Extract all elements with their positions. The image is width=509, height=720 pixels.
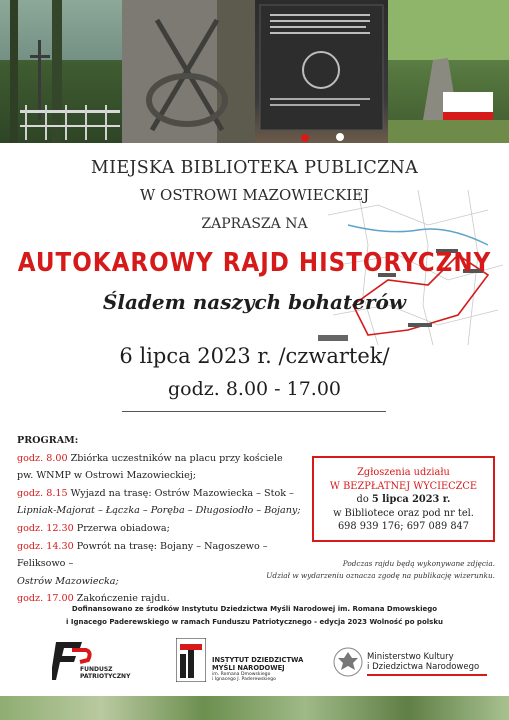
organizer-city: W OSTROWI MAZOWIECKIEJ [139, 186, 370, 204]
divider [122, 411, 386, 412]
program-time: godz. 14.30 [17, 540, 74, 552]
program-item [17, 450, 307, 468]
inst-line: INSTYTUT DZIEDZICTWA [212, 656, 304, 664]
inst-line: MYŚLI NARODOWEJ [212, 663, 285, 672]
registration-deadline [314, 493, 493, 507]
event-hours: godz. 8.00 - 17.00 [167, 378, 342, 400]
event-date: 6 lipca 2023 r. /czwartek/ [119, 344, 390, 368]
fund-line: PATRIOTYCZNY [80, 673, 131, 680]
invite-line: ZAPRASZA NA [201, 216, 308, 232]
registration-free-trip: W BEZPŁATNEJ WYCIECZCE [329, 480, 478, 492]
photo-notice [262, 558, 495, 581]
registration-line: Zgłoszenia udziału [357, 467, 450, 478]
program-text: Zbiórka uczestników na placu przy kościele [67, 452, 283, 464]
photo-memorial-plaque [255, 0, 388, 143]
funding-statement [0, 603, 509, 629]
ministry-underline [367, 674, 487, 676]
program-time: godz. 12.30 [17, 522, 74, 534]
program-text: Powrót na trasę: Bojany – Nagoszewo – Feliksowo – [17, 540, 268, 570]
program-item [17, 467, 307, 485]
fund-logo-text [80, 666, 130, 680]
registration-phones: 698 939 176; 697 089 847 [337, 521, 470, 532]
notice-line: Podczas rajdu będą wykonywane zdjęcia. [342, 559, 495, 568]
footer-photo-strip [0, 696, 509, 720]
inst-logo-subtext [212, 672, 276, 683]
ministry-line: Ministerstwo Kultury [367, 652, 454, 662]
photo-stone-sabres [122, 0, 255, 143]
program-heading: PROGRAM: [17, 435, 79, 446]
organizer-name: MIEJSKA BIBLIOTEKA PUBLICZNA [90, 158, 419, 178]
registration-location: w Bibliotece oraz pod nr tel. [333, 507, 474, 519]
program-text: pw. WNMP w Ostrowi Mazowieckiej; [17, 470, 196, 482]
program-text: Wyjazd na trasę: Ostrów Mazowiecka – Stok – [67, 487, 294, 499]
program-text: Zakończenie rajdu. [73, 593, 170, 605]
inst-logo-text [212, 657, 303, 672]
fundusz-patriotyczny-logo [52, 638, 147, 684]
program-item [17, 502, 307, 520]
registration-box [312, 456, 495, 542]
program-item [17, 485, 307, 503]
program-text: Ostrów Mazowiecka; [17, 575, 119, 587]
program-list [17, 432, 307, 608]
header-photo-strip [0, 0, 509, 143]
notice-line: Udział w wydarzeniu oznacza zgodę na publikację wizerunku. [266, 570, 495, 580]
photo-forest-monument [388, 0, 509, 143]
ministry-logo-text [367, 652, 487, 676]
program-time: godz. 17.00 [17, 593, 74, 605]
inst-sub-line: im. Romana Dmowskiego [212, 672, 271, 677]
deadline-prefix: do [356, 494, 372, 505]
inst-sub-line: i Ignacego J. Paderewskiego [212, 677, 276, 683]
program-item [17, 520, 307, 538]
photo-cross-memorial [0, 0, 122, 143]
program-time: godz. 8.15 [17, 487, 68, 499]
deadline-date: 5 lipca 2023 r. [371, 494, 451, 505]
funding-line: i Ignacego Paderewskiego w ramach Funduszu Patriotycznego - edycja 2023 Wolność po polsku [66, 618, 443, 626]
program-text: Przerwa obiadowa; [73, 522, 170, 534]
ministry-logo [333, 638, 478, 684]
ministry-line: i Dziedzictwa Narodowego [367, 662, 480, 672]
fund-line: FUNDUSZ [80, 666, 113, 673]
funding-line: Dofinansowano ze środków Instytutu Dziedzictwa Myśli Narodowej im. Romana Dmowskiego [71, 605, 438, 613]
program-text: Lipniak-Majorat – Łączka – Poręba – Długosiodło – Bojany; [17, 505, 301, 517]
program-time: godz. 8.00 [17, 452, 68, 464]
event-title: AUTOKAROWY RAJD HISTORYCZNY [17, 248, 492, 278]
event-subtitle: Śladem naszych bohaterów [102, 290, 407, 314]
instytut-logo [176, 638, 306, 684]
